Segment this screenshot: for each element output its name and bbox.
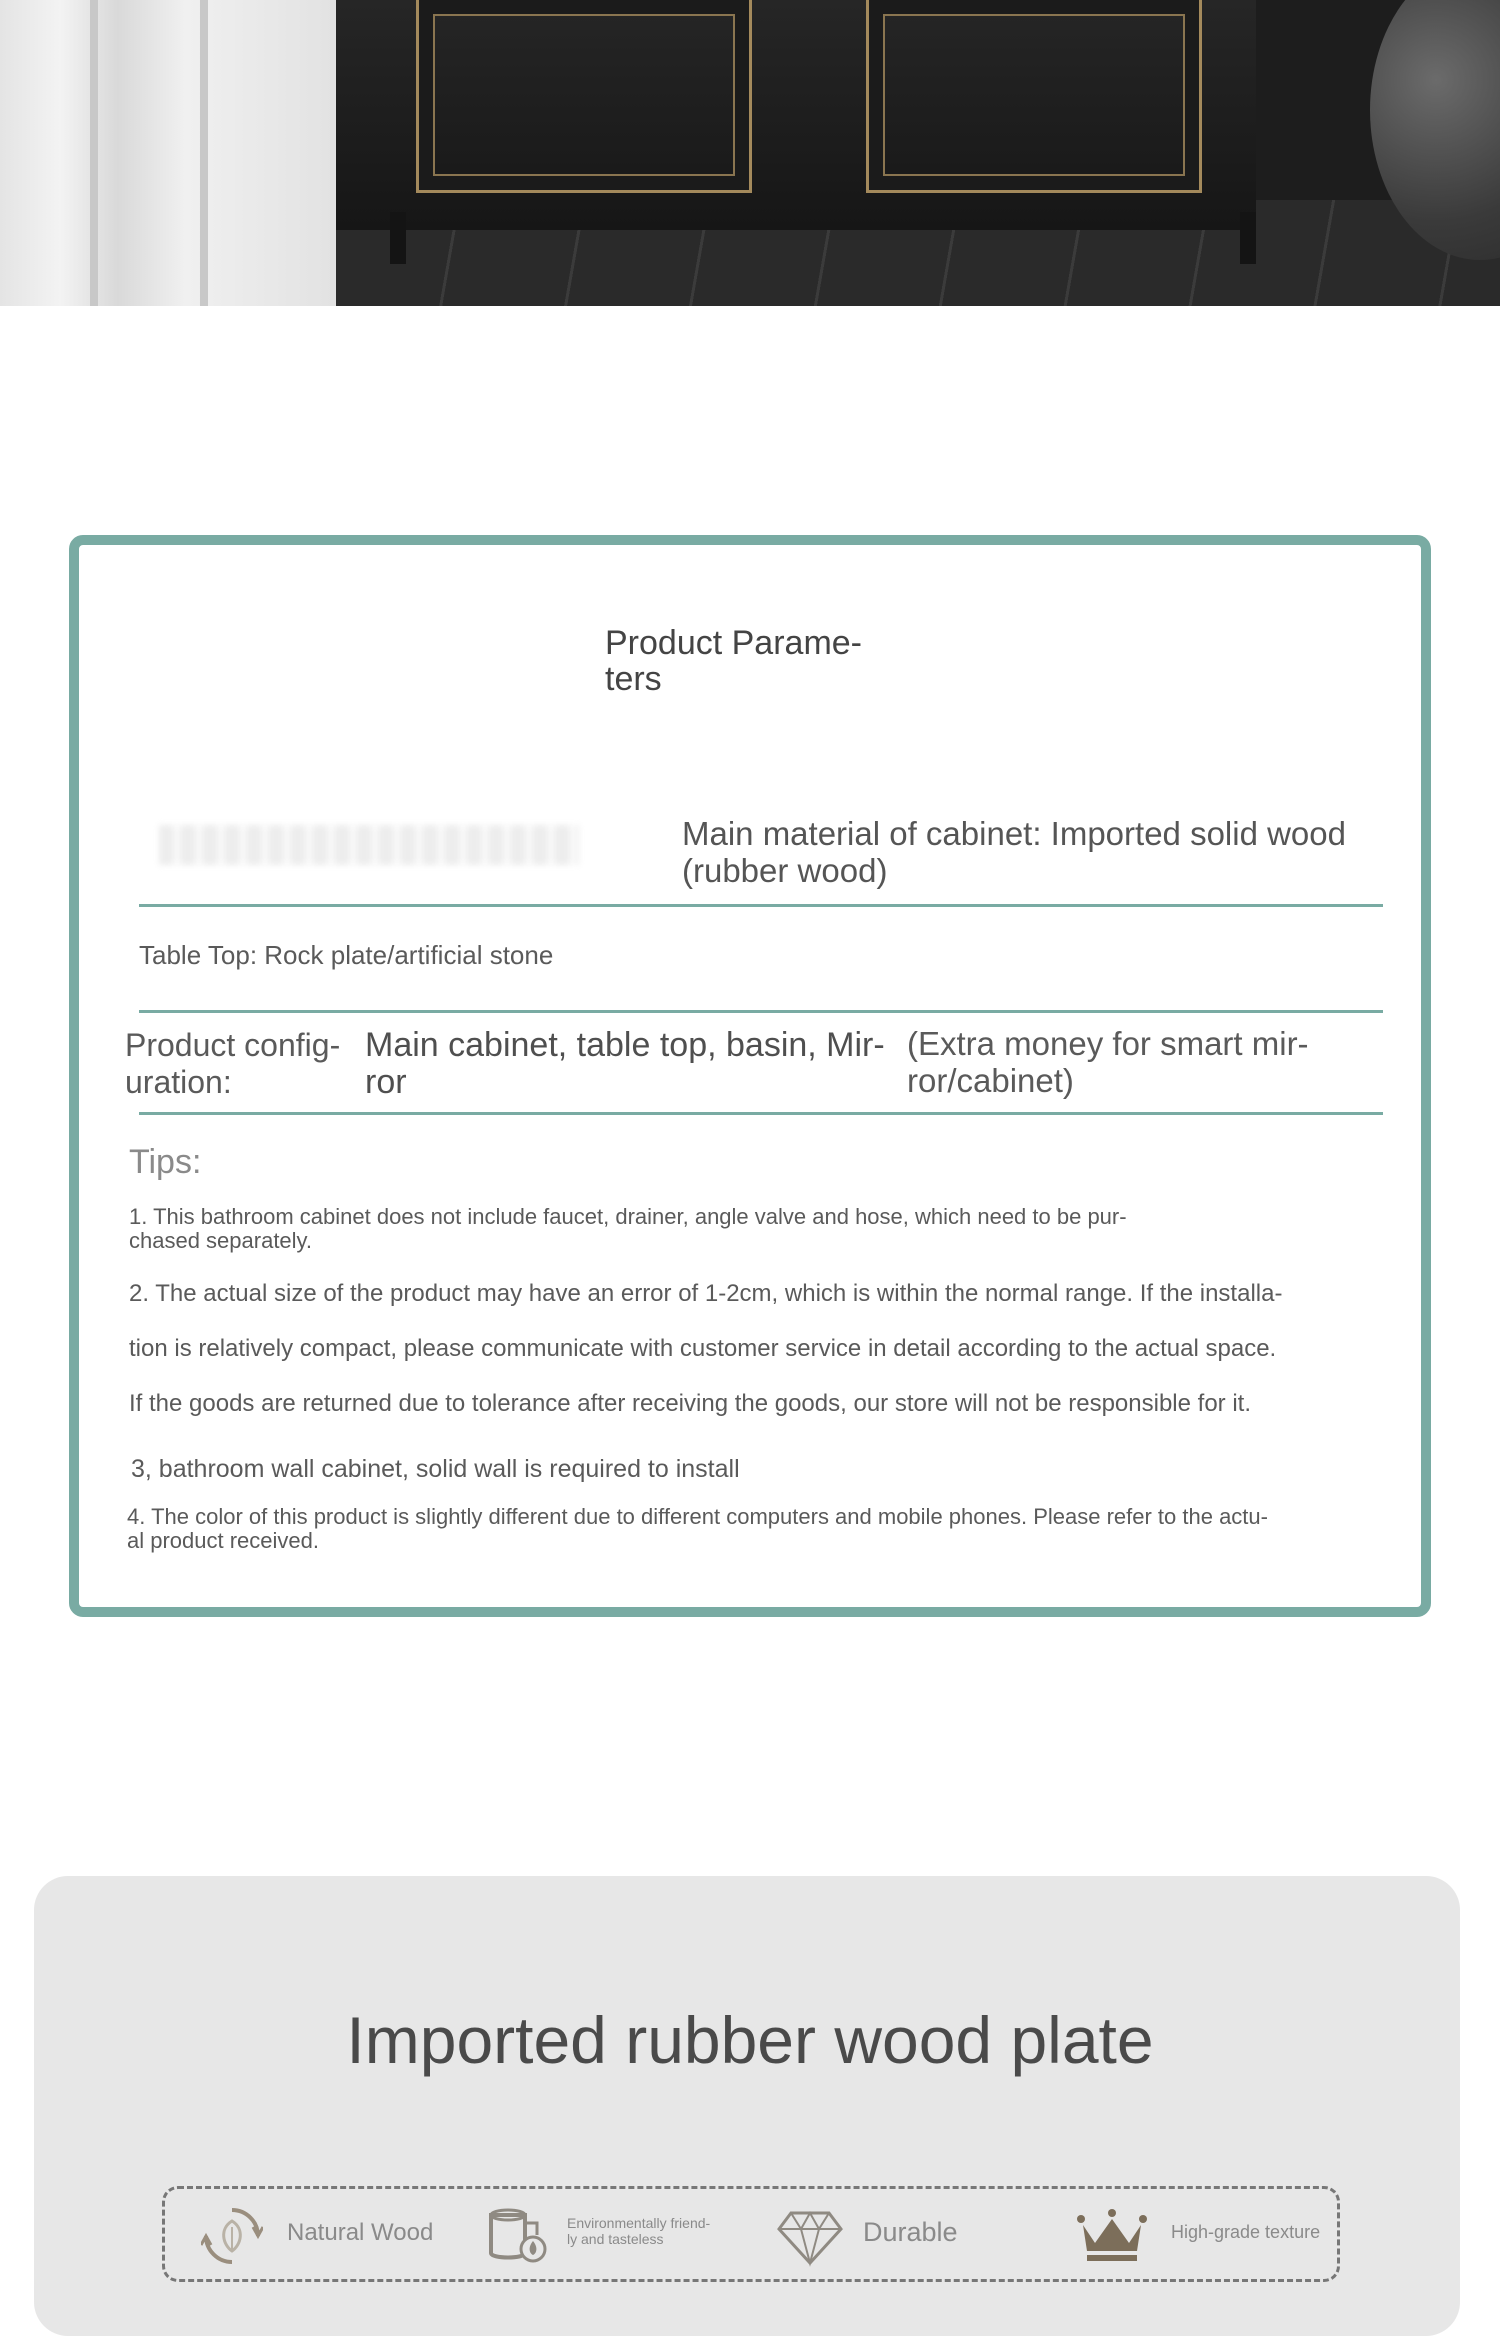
tip-4: 4. The color of this product is slightly different due to different computers and mobile phones. Please refer to the actu- al product received. <box>127 1504 1268 1553</box>
black-cabinet <box>336 0 1256 230</box>
tip-2-cont: tion is relatively compact, please communicate with customer service in detail according to the actual space. <box>129 1335 1277 1362</box>
diamond-icon <box>775 2205 845 2267</box>
panel-title: Imported rubber wood plate <box>346 2003 1154 2077</box>
cabinet-leg <box>390 212 406 264</box>
table-top-text: Table Top: Rock plate/artificial stone <box>139 940 554 970</box>
tip-1: 1. This bathroom cabinet does not include faucet, drainer, angle valve and hose, which need to be pur- chased separately. <box>129 1204 1127 1253</box>
config-extra: (Extra money for smart mir- ror/cabinet) <box>907 1025 1309 1099</box>
wall-molding <box>90 0 98 306</box>
wall-molding <box>200 0 208 306</box>
product-parameters-card <box>69 535 1431 1617</box>
wall-panel <box>0 0 336 306</box>
feature-label: Natural Wood <box>287 2219 434 2246</box>
tip-2: 2. The actual size of the product may have an error of 1-2cm, which is within the normal range. If the installa- <box>129 1280 1283 1307</box>
feature-strip <box>162 2186 1340 2282</box>
feature-label: Environmentally friend- ly and tasteless <box>567 2215 711 2247</box>
divider <box>139 1112 1383 1115</box>
feature-label: Durable <box>863 2217 958 2247</box>
divider <box>139 904 1383 907</box>
feature-eco-friendly <box>485 2189 745 2279</box>
cabinet-door-left <box>416 0 752 193</box>
main-material-text: Main material of cabinet: Imported solid wood (rubber wood) <box>682 815 1346 889</box>
tips-heading: Tips: <box>129 1143 202 1181</box>
config-label: Product config- uration: <box>125 1027 341 1100</box>
cabinet-door-right <box>866 0 1202 193</box>
divider <box>139 1010 1383 1013</box>
feature-high-grade <box>1075 2189 1335 2279</box>
blurred-watermark <box>159 825 579 865</box>
card-title: Product Parame- ters <box>605 624 862 698</box>
feature-label: High-grade texture <box>1171 2222 1321 2242</box>
tip-2-cont: If the goods are returned due to tolerance after receiving the goods, our store will not be responsible for it. <box>129 1390 1251 1417</box>
feature-natural-wood <box>201 2189 461 2279</box>
feature-durable <box>775 2189 1035 2279</box>
product-photo <box>0 0 1500 306</box>
cabinet-leg <box>1240 212 1256 264</box>
leaf-cycle-icon <box>201 2205 263 2267</box>
tip-3: 3, bathroom wall cabinet, solid wall is required to install <box>131 1455 740 1483</box>
config-value: Main cabinet, table top, basin, Mir- ror <box>365 1026 885 1101</box>
paint-bucket-icon <box>485 2205 551 2267</box>
crown-icon <box>1075 2205 1149 2267</box>
